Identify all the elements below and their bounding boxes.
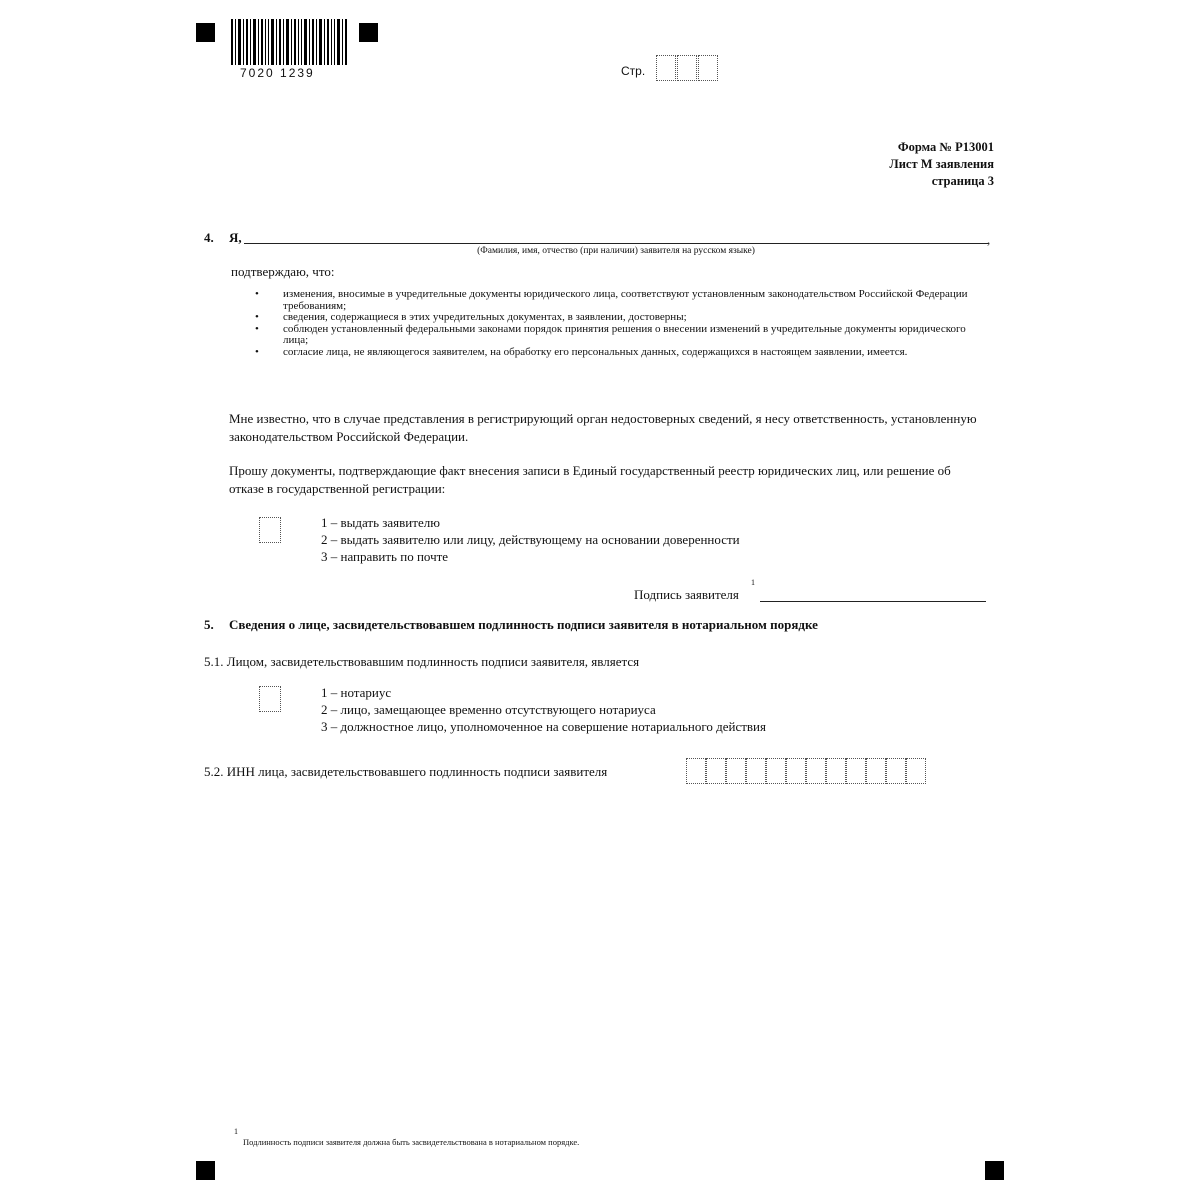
delivery-option-3: 3 – направить по почте bbox=[321, 549, 449, 564]
page-label: Стр. bbox=[621, 64, 646, 78]
inn-cell[interactable] bbox=[886, 758, 906, 784]
section-5-number: 5. bbox=[204, 617, 214, 632]
list-item: • согласие лица, не являющегося заявителем, на обработку его персональных данных, содержащихся в настоящем заявлении, имеется. bbox=[255, 345, 908, 358]
certifier-options bbox=[321, 684, 766, 735]
inn-cell[interactable] bbox=[866, 758, 886, 784]
inn-cell[interactable] bbox=[766, 758, 786, 784]
certifier-option-3: 3 – должностное лицо, уполномоченное на совершение нотариального действия bbox=[321, 719, 766, 734]
certifier-option-2: 2 – лицо, замещающее временно отсутствующего нотариуса bbox=[321, 702, 656, 717]
question-5-2: 5.2. ИНН лица, засвидетельствовавшего подлинность подписи заявителя bbox=[204, 764, 608, 779]
section-4-ya: Я, bbox=[229, 230, 242, 245]
page-number-cell[interactable] bbox=[698, 55, 718, 81]
sheet-name: Лист М заявления bbox=[889, 157, 994, 171]
certifier-option-1: 1 – нотариус bbox=[321, 685, 392, 700]
certifier-choice-box[interactable] bbox=[259, 686, 281, 712]
confirm-text: подтверждаю, что: bbox=[231, 264, 335, 279]
signature-footnote-ref: 1 bbox=[751, 578, 755, 587]
documents-request-paragraph: Прошу документы, подтверждающие факт внесения записи в Единый государственный реестр юридических лиц, или решение об отказе в государственной регистрации: bbox=[229, 463, 951, 496]
applicant-name-field[interactable] bbox=[244, 243, 988, 244]
sheet-page: страница 3 bbox=[931, 174, 994, 188]
inn-cell[interactable] bbox=[706, 758, 726, 784]
page-number-field[interactable] bbox=[656, 55, 719, 81]
responsibility-paragraph: Мне известно, что в случае представления в регистрирующий орган недостоверных сведений, я несу ответственность, установленную законодательством Российской Федерации. bbox=[229, 411, 977, 444]
corner-marker-bottom-right bbox=[985, 1161, 1004, 1180]
bullet-icon: • bbox=[255, 288, 259, 300]
delivery-choice-box[interactable] bbox=[259, 517, 281, 543]
list-item: • сведения, содержащиеся в этих учредительных документах, в заявлении, достоверны; bbox=[255, 311, 687, 323]
signature-label: Подпись заявителя bbox=[634, 587, 739, 602]
confirmation-list bbox=[255, 289, 975, 358]
inn-cell[interactable] bbox=[786, 758, 806, 784]
inn-cell[interactable] bbox=[686, 758, 706, 784]
bullet-icon: • bbox=[255, 311, 259, 323]
corner-marker-top-right bbox=[359, 23, 378, 42]
section-4-number: 4. bbox=[204, 230, 214, 245]
inn-cell[interactable] bbox=[846, 758, 866, 784]
delivery-options bbox=[321, 514, 740, 565]
footnote-text: Подлинность подписи заявителя должна быть засвидетельствована в нотариальном порядке. bbox=[243, 1137, 580, 1147]
page-number-cell[interactable] bbox=[656, 55, 676, 81]
signature-field[interactable] bbox=[760, 601, 986, 602]
corner-marker-bottom-left bbox=[196, 1161, 215, 1180]
inn-cell[interactable] bbox=[826, 758, 846, 784]
page-number-cell[interactable] bbox=[677, 55, 697, 81]
section-5-title: 5. Сведения о лице, засвидетельствовавшем подлинность подписи заявителя в нотариальном порядке bbox=[204, 617, 818, 632]
delivery-option-2: 2 – выдать заявителю или лицу, действующему на основании доверенности bbox=[321, 532, 740, 547]
inn-cell[interactable] bbox=[906, 758, 926, 784]
bullet-icon: • bbox=[255, 322, 259, 335]
inn-cell[interactable] bbox=[806, 758, 826, 784]
footnote-number: 1 bbox=[234, 1127, 238, 1136]
list-item: • соблюден установленный федеральными законами порядок принятия решения о внесении изменений в учредительные документы юридического лица; bbox=[255, 322, 966, 346]
applicant-name-hint: (Фамилия, имя, отчество (при наличии) заявителя на русском языке) bbox=[477, 246, 755, 256]
list-item: • изменения, вносимые в учредительные документы юридического лица, соответствуют установленным законодательством Российской Федерации требованиям; bbox=[255, 288, 968, 312]
inn-cell[interactable] bbox=[746, 758, 766, 784]
question-5-1: 5.1. Лицом, засвидетельствовавшим подлинность подписи заявителя, является bbox=[204, 654, 640, 669]
inn-field[interactable] bbox=[686, 758, 926, 784]
delivery-option-1: 1 – выдать заявителю bbox=[321, 515, 440, 530]
bullet-icon: • bbox=[255, 345, 259, 358]
name-comma: , bbox=[987, 232, 991, 247]
form-header bbox=[889, 139, 994, 190]
barcode-icon bbox=[231, 19, 347, 65]
inn-cell[interactable] bbox=[726, 758, 746, 784]
corner-marker-top-left bbox=[196, 23, 215, 42]
form-number: Форма № Р13001 bbox=[897, 140, 994, 154]
barcode-number: 7020 1239 bbox=[240, 66, 315, 80]
